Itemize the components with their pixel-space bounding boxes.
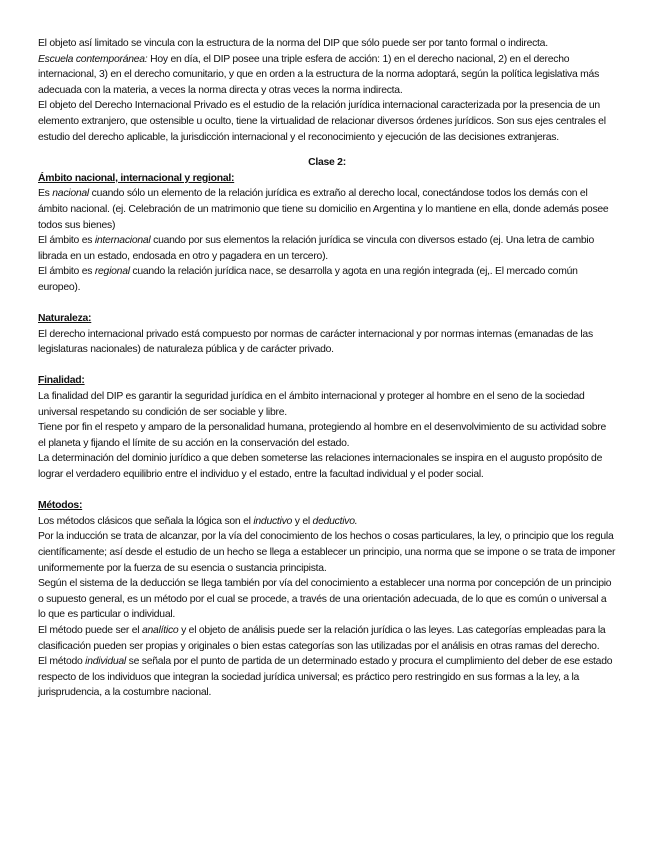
emphasis: internacional (94, 235, 151, 247)
text-span: se señala por el punto de partida de un determinado estado y procura el cumplimiento del deber de ese estado respecto de los individuos que integran la sociedad jurídica universal; es práctico pero restringido en sus formas a la ley, a la jurisprudencia, a la costumbre nacional. (38, 656, 613, 699)
emphasis: inductivo (253, 515, 293, 527)
paragraph-metodos-1 (38, 514, 616, 530)
text-span: Es (38, 188, 53, 200)
text-span: El ámbito es (38, 266, 95, 278)
heading-ambito: Ámbito nacional, internacional y regional: (38, 172, 235, 184)
paragraph-metodos-individual (38, 654, 616, 701)
emphasis: nacional (52, 188, 89, 200)
paragraph-naturaleza: El derecho internacional privado está compuesto por normas de carácter internacional y por normas internas (emanadas de las legislaturas nacionales) de naturaleza pública y de carácter privado. (38, 328, 593, 356)
text-span: y el objeto de análisis puede ser la relación jurídica o las leyes. Las categorías empleadas para la clasificación pueden ser propias y originales o bien estas categorías son las utilizadas por el análisis en otras ramas del derecho. (38, 624, 606, 652)
heading-finalidad: Finalidad: (38, 375, 85, 387)
text-span: El ámbito es (38, 235, 95, 247)
heading-metodos: Métodos: (38, 500, 83, 512)
text-span: El método puede ser el (38, 624, 142, 636)
paragraph-objeto-limitado: El objeto así limitado se vincula con la estructura de la norma del DIP que sólo puede ser por tanto formal o indirecta. (38, 38, 548, 49)
paragraph-metodos-analitico (38, 623, 616, 654)
paragraph-ambito-nacional (38, 186, 616, 233)
text-span: El método (38, 656, 86, 668)
text-span: cuando por sus elementos la relación jurídica se vincula con diversos estado (ej. Una letra de cambio librada en un estado, endosada en otro y pagadera en un tercero). (38, 235, 594, 262)
emphasis: deductivo. (312, 515, 358, 527)
text-span: cuando la relación jurídica nace, se desarrolla y agota en una región integrada (ej,. El mercado común europeo). (38, 266, 578, 293)
paragraph-metodos-deduccion: Según el sistema de la deducción se llega también por vía del conocimiento a establecer una norma por concepción de un principio o supuesto general, es un método por el cual se procede, a través de una orientación adecuada, de lo que es común o universal a lo que es particular o individual. (38, 578, 612, 621)
paragraph-escuela-contemporanea (38, 52, 616, 99)
escuela-label: Escuela contemporánea: (38, 53, 148, 65)
clase-title: Clase 2: (308, 157, 346, 169)
paragraph-finalidad-2: Tiene por fin el respeto y amparo de la personalidad humana, protegiendo al hombre en el desenvolvimiento de su actividad sobre el planeta y fijando el límite de su acción en la conservación del estado. (38, 422, 607, 449)
text-span: Los métodos clásicos que señala la lógica son el (38, 515, 254, 527)
paragraph-ambito-internacional (38, 233, 616, 264)
paragraph-ambito-regional (38, 264, 616, 295)
document-page (38, 36, 616, 701)
text-span: y el (292, 515, 313, 527)
emphasis: analítico (142, 624, 179, 636)
heading-naturaleza: Naturaleza: (38, 313, 92, 325)
paragraph-finalidad-1: La finalidad del DIP es garantir la seguridad jurídica en el ámbito internacional y proteger al hombre en el seno de la sociedad universal respetando su condición de ser sociable y libre. (38, 391, 585, 418)
text-span: cuando sólo un elemento de la relación jurídica es extraño al derecho local, conectándose todos los demás con el ámbito nacional. (ej. Celebración de un matrimonio que tiene su domicilio en Argentina y lo mantiene en ella, donde además posee todos sus bienes) (38, 188, 609, 231)
paragraph-objeto-dip: El objeto del Derecho Internacional Privado es el estudio de la relación jurídica internacional caracterizada por la presencia de un elemento extranjero, que ostensible u oculto, tiene la virtualidad de relacionar diversos órdenes jurídicos. Son sus ejes centrales el estudio del derecho aplicable, la jurisdicción internacional y el reconocimiento y ejecución de las decisiones extranjeras. (38, 100, 606, 143)
emphasis: individual (85, 656, 126, 668)
emphasis: regional (94, 266, 130, 278)
escuela-text: Hoy en día, el DIP posee una triple esfera de acción: 1) en el derecho nacional, 2) en el derecho internacional, 3) en el derecho comunitario, y que en orden a la estructura de la norma adoptará, según la política legislativa más adecuada con la materia, a veces la norma directa y otras veces la norma indirecta. (38, 53, 600, 96)
paragraph-finalidad-3: La determinación del dominio jurídico a que deben someterse las relaciones internacionales se inspira en el augusto propósito de lograr el verdadero equilibrio entre el individuo y el estado, entre la facultad individual y el poder social. (38, 453, 603, 481)
paragraph-metodos-induccion: Por la inducción se trata de alcanzar, por la vía del conocimiento de los hechos o cosas particulares, la ley, o principio que los regula científicamente; así desde el estudio de un hecho se llega a establecer un principio, una norma que se impone o se trata de imponer uniformemente por la fuerza de su esencia o sustancia principista. (38, 531, 616, 574)
